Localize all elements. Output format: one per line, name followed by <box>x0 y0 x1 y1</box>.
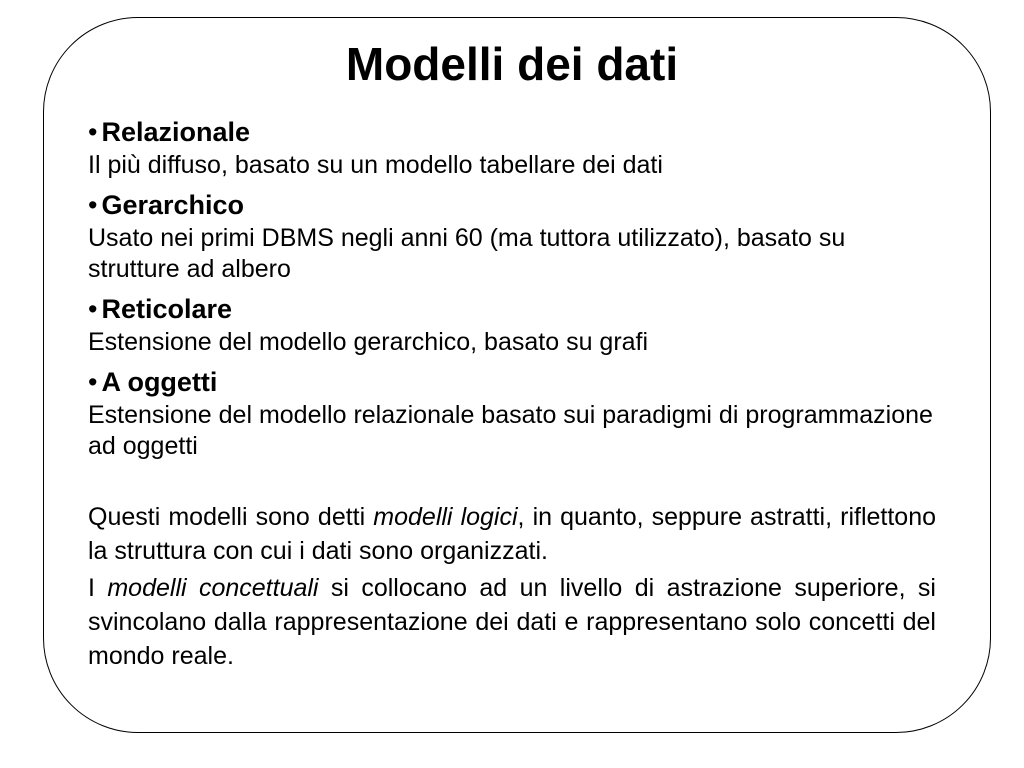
list-item-relazionale <box>88 114 936 181</box>
item-heading: Relazionale <box>101 117 251 147</box>
item-heading: A oggetti <box>101 367 218 397</box>
item-heading: Reticolare <box>101 294 233 324</box>
bullet-icon: • <box>88 294 98 324</box>
item-description: Il più diffuso, basato su un modello tabellare dei dati <box>88 151 663 179</box>
emphasis-modelli-concettuali: modelli concettuali <box>107 574 319 602</box>
list-item-a-oggetti <box>88 364 936 462</box>
slide-content <box>88 114 936 673</box>
bullet-icon: • <box>88 117 98 147</box>
slide-title: Modelli dei dati <box>345 38 679 90</box>
bullet-icon: • <box>88 367 98 397</box>
item-description: Estensione del modello gerarchico, basato su grafi <box>88 328 649 356</box>
item-description: Usato nei primi DBMS negli anni 60 (ma tuttora utilizzato), basato su strutture ad albero <box>88 224 846 283</box>
item-heading: Gerarchico <box>101 190 245 220</box>
list-item-gerarchico <box>88 187 936 285</box>
list-item-reticolare <box>88 291 936 358</box>
item-description: Estensione del modello relazionale basato sui paradigmi di programmazione ad oggetti <box>88 401 933 460</box>
bullet-icon: • <box>88 190 98 220</box>
paragraph-modelli-logici: Questi modelli sono detti modelli logici, in quanto, seppure astratti, riflettono la struttura con cui i dati sono organizzati. <box>88 503 937 565</box>
paragraph-modelli-concettuali: I modelli concettuali si collocano ad un livello di astrazione superiore, si svincolano dalla rappresentazione dei dati e rappresentano solo concetti del mondo reale. <box>88 574 936 670</box>
emphasis-modelli-logici: modelli logici <box>373 503 518 531</box>
